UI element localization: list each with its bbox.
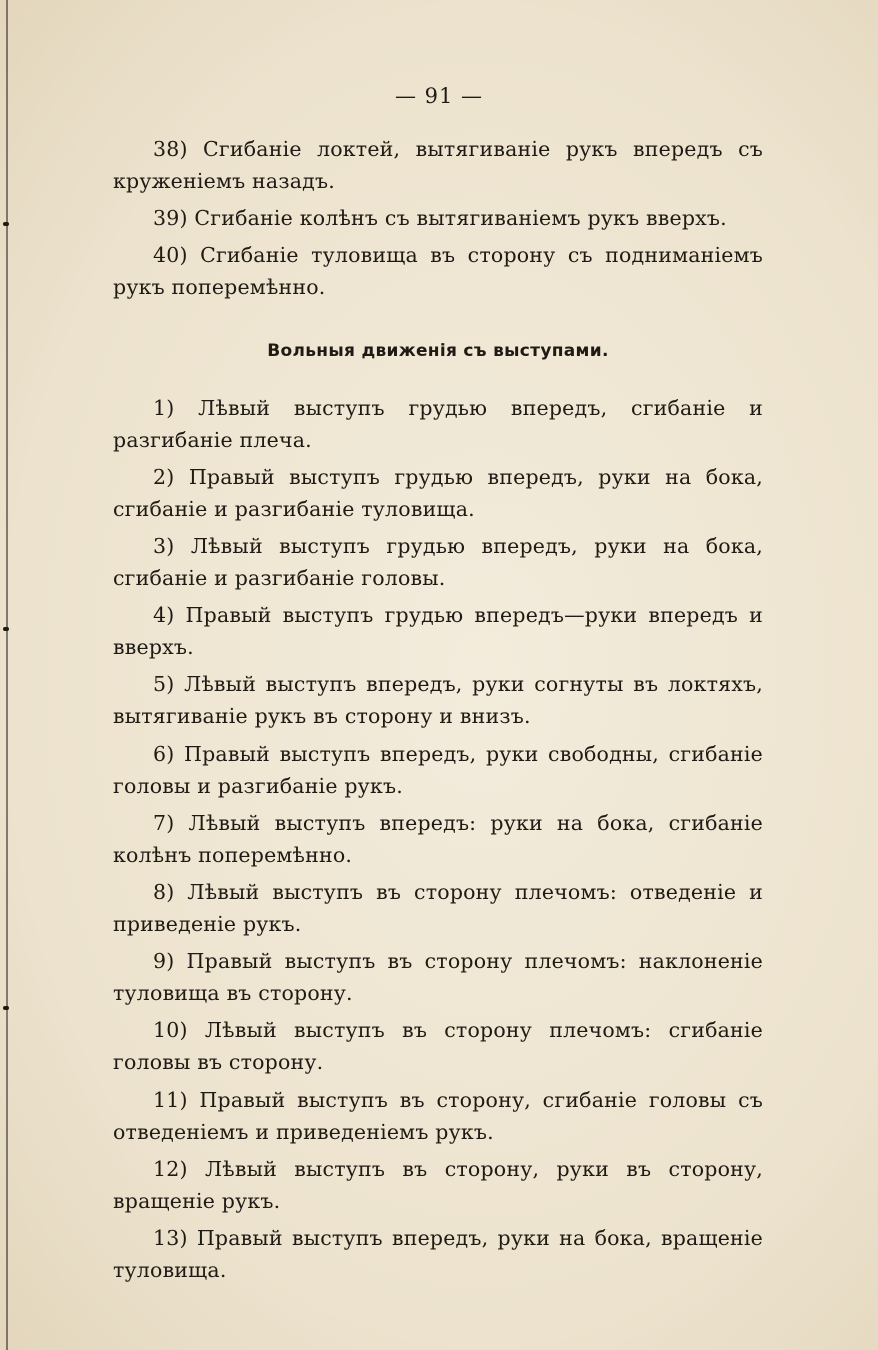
exercise-item: 5) Лѣвый выступъ впередъ, руки согнуты въ локтяхъ, вытягиваніе рукъ въ сторону и внизъ. [113, 672, 763, 728]
exercise-item: 40) Сгибаніе туловища въ сторону съ подниманіемъ рукъ поперемѣнно. [113, 243, 763, 299]
exercise-item: 3) Лѣвый выступъ грудью впередъ, руки на бока, сгибаніе и разгибаніе головы. [113, 534, 763, 590]
exercise-item: 9) Правый выступъ въ сторону плечомъ: наклоненіе туловища въ сторону. [113, 949, 763, 1005]
exercise-item: 39) Сгибаніе колѣнъ съ вытягиваніемъ рукъ вверхъ. [153, 206, 727, 230]
exercise-item: 8) Лѣвый выступъ въ сторону плечомъ: отведеніе и приведеніе рукъ. [113, 880, 763, 936]
page-body [113, 133, 763, 1286]
binding-mark [3, 222, 9, 226]
binding-mark [3, 627, 9, 631]
exercise-item: 2) Правый выступъ грудью впередъ, руки на бока, сгибаніе и разгибаніе туловища. [113, 465, 763, 521]
exercise-item: 6) Правый выступъ впередъ, руки свободны, сгибаніе головы и разгибаніе рукъ. [113, 742, 763, 798]
exercise-item: 11) Правый выступъ въ сторону, сгибаніе головы съ отведеніемъ и приведеніемъ рукъ. [113, 1088, 763, 1144]
exercise-item: 38) Сгибаніе локтей, вытягиваніе рукъ впередъ съ круженіемъ назадъ. [113, 137, 763, 193]
exercise-item: 12) Лѣвый выступъ въ сторону, руки въ сторону, вращеніе рукъ. [113, 1157, 763, 1213]
exercise-item: 10) Лѣвый выступъ въ сторону плечомъ: сгибаніе головы въ сторону. [113, 1018, 763, 1074]
exercise-item: 4) Правый выступъ грудью впередъ—руки впередъ и вверхъ. [113, 603, 763, 659]
page-number: — 91 — [394, 84, 484, 108]
section-heading: Вольныя движенія съ выступами. [267, 341, 609, 361]
exercise-item: 7) Лѣвый выступъ впередъ: руки на бока, сгибаніе колѣнъ поперемѣнно. [113, 811, 763, 867]
exercise-item: 13) Правый выступъ впередъ, руки на бока, вращеніе туловища. [113, 1226, 763, 1282]
exercise-item: 1) Лѣвый выступъ грудью впередъ, сгибаніе и разгибаніе плеча. [113, 396, 763, 452]
binding-mark [3, 1006, 9, 1010]
binding-edge [6, 0, 8, 1350]
